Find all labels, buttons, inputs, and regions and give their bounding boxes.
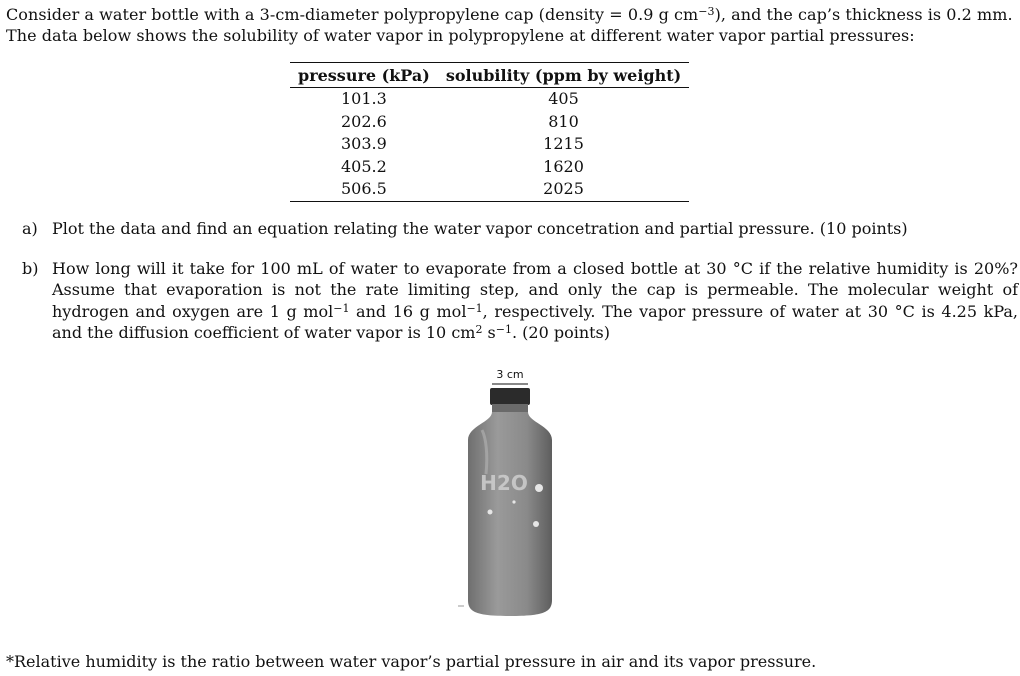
table-row <box>290 133 689 156</box>
bottle-neck <box>492 404 528 412</box>
table-row <box>290 178 689 201</box>
pressure-cell: 202.6 <box>341 111 387 131</box>
pressure-cell: 405.2 <box>341 156 387 176</box>
bottle-body <box>468 412 552 616</box>
solubility-cell: 2025 <box>438 178 689 201</box>
solubility-cell: 405 <box>548 89 579 108</box>
table-row <box>290 88 689 111</box>
pressure-cell: 303.9 <box>341 134 387 153</box>
bottle-cap <box>490 388 530 405</box>
water-bottle-figure <box>452 364 568 624</box>
solubility-cell: 1215 <box>543 134 584 153</box>
solubility-cell: 1620 <box>543 156 584 176</box>
table-row <box>290 111 689 134</box>
question-a <box>22 218 1018 239</box>
question-b-label: b) <box>22 259 39 278</box>
question-b <box>22 258 1018 343</box>
table-row <box>290 156 689 179</box>
problem-intro <box>6 4 1014 46</box>
bubble <box>533 521 539 527</box>
table-header-row <box>290 63 689 88</box>
bubble <box>535 484 543 492</box>
bubble <box>512 500 515 503</box>
solubility-table <box>290 62 689 202</box>
intro-line-2: The data below shows the solubility of water vapor in polypropylene at different water vapor partial pressures: <box>6 26 915 45</box>
footnote: *Relative humidity is the ratio between water vapor’s partial pressure in air and its vapor pressure. <box>6 652 817 671</box>
bottle-label: H2O <box>480 471 528 495</box>
intro-superscript: −3 <box>698 5 715 18</box>
solubility-cell: 810 <box>548 111 579 131</box>
pressure-cell: 101.3 <box>341 89 387 108</box>
question-a-text: Plot the data and find an equation relating the water vapor concetration and partial pressure. (10 points) <box>52 219 908 238</box>
header-solubility: solubility (ppm by weight) <box>438 63 689 88</box>
intro-line-1: Consider a water bottle with a 3-cm-diameter polypropylene cap (density = 0.9 g $cm^{-3}$), and the cap’s thickness is 0.2 mm. <box>6 5 1013 24</box>
bubble <box>488 510 493 515</box>
pressure-cell: 506.5 <box>290 178 438 201</box>
question-a-label: a) <box>22 219 38 238</box>
cap-width-label: 3 cm <box>496 368 524 381</box>
header-pressure: pressure (kPa) <box>290 63 438 88</box>
question-b-text: How long will it take for 100 mL of water to evaporate from a closed bottle at 30 °C if the relative humidity is 20%? Assume that evaporation is not the rate limiting step, and only the cap is permeable. The molecular weight of hydrogen and oxygen are 1 g mol$^{-1}$ and 16 g mol$^{-1}$, respectively. The vapor pressure of water at 30 °C is 4.25 kPa, and the diffusion coefficient of water vapor is 10 $cm^2$ $s^{-1}$. (20 points) <box>52 259 1018 342</box>
